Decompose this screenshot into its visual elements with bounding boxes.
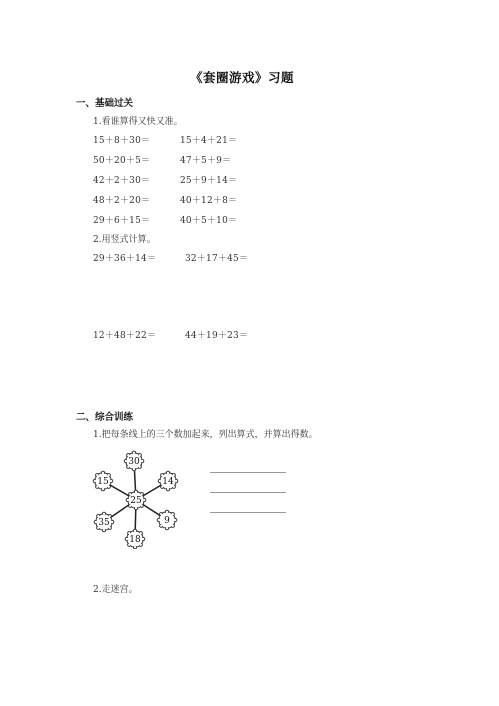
outer-number-top: 30 xyxy=(128,457,140,468)
q1-prompt: 1.看谁算得又快又准。 xyxy=(93,117,183,127)
center-circle xyxy=(126,490,146,510)
equation-r3-right: 25＋9＋14＝ xyxy=(180,176,238,186)
section-1-heading: 一、基础过关 xyxy=(76,98,134,109)
page-title: 《套圈游戏》习题 xyxy=(190,70,295,85)
outer-number-bottom: 18 xyxy=(129,535,141,546)
section-2-heading: 二、综合训练 xyxy=(76,412,134,423)
outer-number-lower-left: 35 xyxy=(98,518,110,529)
vertical-calc-3: 12＋48＋22＝ xyxy=(93,331,157,341)
equation-r2-right: 47＋5＋9＝ xyxy=(180,156,232,166)
equation-r4-left: 48＋2＋20＝ xyxy=(93,196,151,206)
equation-r5-left: 29＋6＋15＝ xyxy=(93,216,151,226)
equation-r3-left: 42＋2＋30＝ xyxy=(93,176,151,186)
vertical-calc-2: 32＋17＋45＝ xyxy=(185,254,249,264)
outer-number-lower-right: 9 xyxy=(164,516,170,527)
equation-r1-right: 15＋4＋21＝ xyxy=(180,136,238,146)
section2-q2-prompt: 2.走迷宫。 xyxy=(93,585,138,595)
equation-r1-left: 15＋8＋30＝ xyxy=(93,136,151,146)
equation-r5-right: 40＋5＋10＝ xyxy=(180,216,238,226)
outer-circle-upper-left xyxy=(93,471,113,491)
outer-circle-top xyxy=(124,451,144,471)
vertical-calc-4: 44＋19＋23＝ xyxy=(185,331,249,341)
answer-line-1[interactable] xyxy=(210,472,286,473)
outer-circle-upper-right xyxy=(158,471,178,491)
outer-circle-lower-left xyxy=(94,512,114,532)
outer-circle-bottom xyxy=(125,529,145,549)
outer-circle-lower-right xyxy=(157,510,177,530)
star-number-diagram xyxy=(88,449,188,549)
section2-q1-prompt: 1.把每条线上的三个数加起来，列出算式，并算出得数。 xyxy=(93,430,318,440)
q2-prompt: 2.用竖式计算。 xyxy=(93,235,156,245)
outer-number-upper-right: 14 xyxy=(162,477,174,488)
equation-r2-left: 50＋20＋5＝ xyxy=(93,156,151,166)
outer-number-upper-left: 15 xyxy=(97,477,109,488)
vertical-calc-1: 29＋36＋14＝ xyxy=(93,254,157,264)
answer-line-3[interactable] xyxy=(210,512,286,513)
center-number: 25 xyxy=(130,496,142,507)
equation-r4-right: 40＋12＋8＝ xyxy=(180,196,238,206)
answer-line-2[interactable] xyxy=(210,492,286,493)
